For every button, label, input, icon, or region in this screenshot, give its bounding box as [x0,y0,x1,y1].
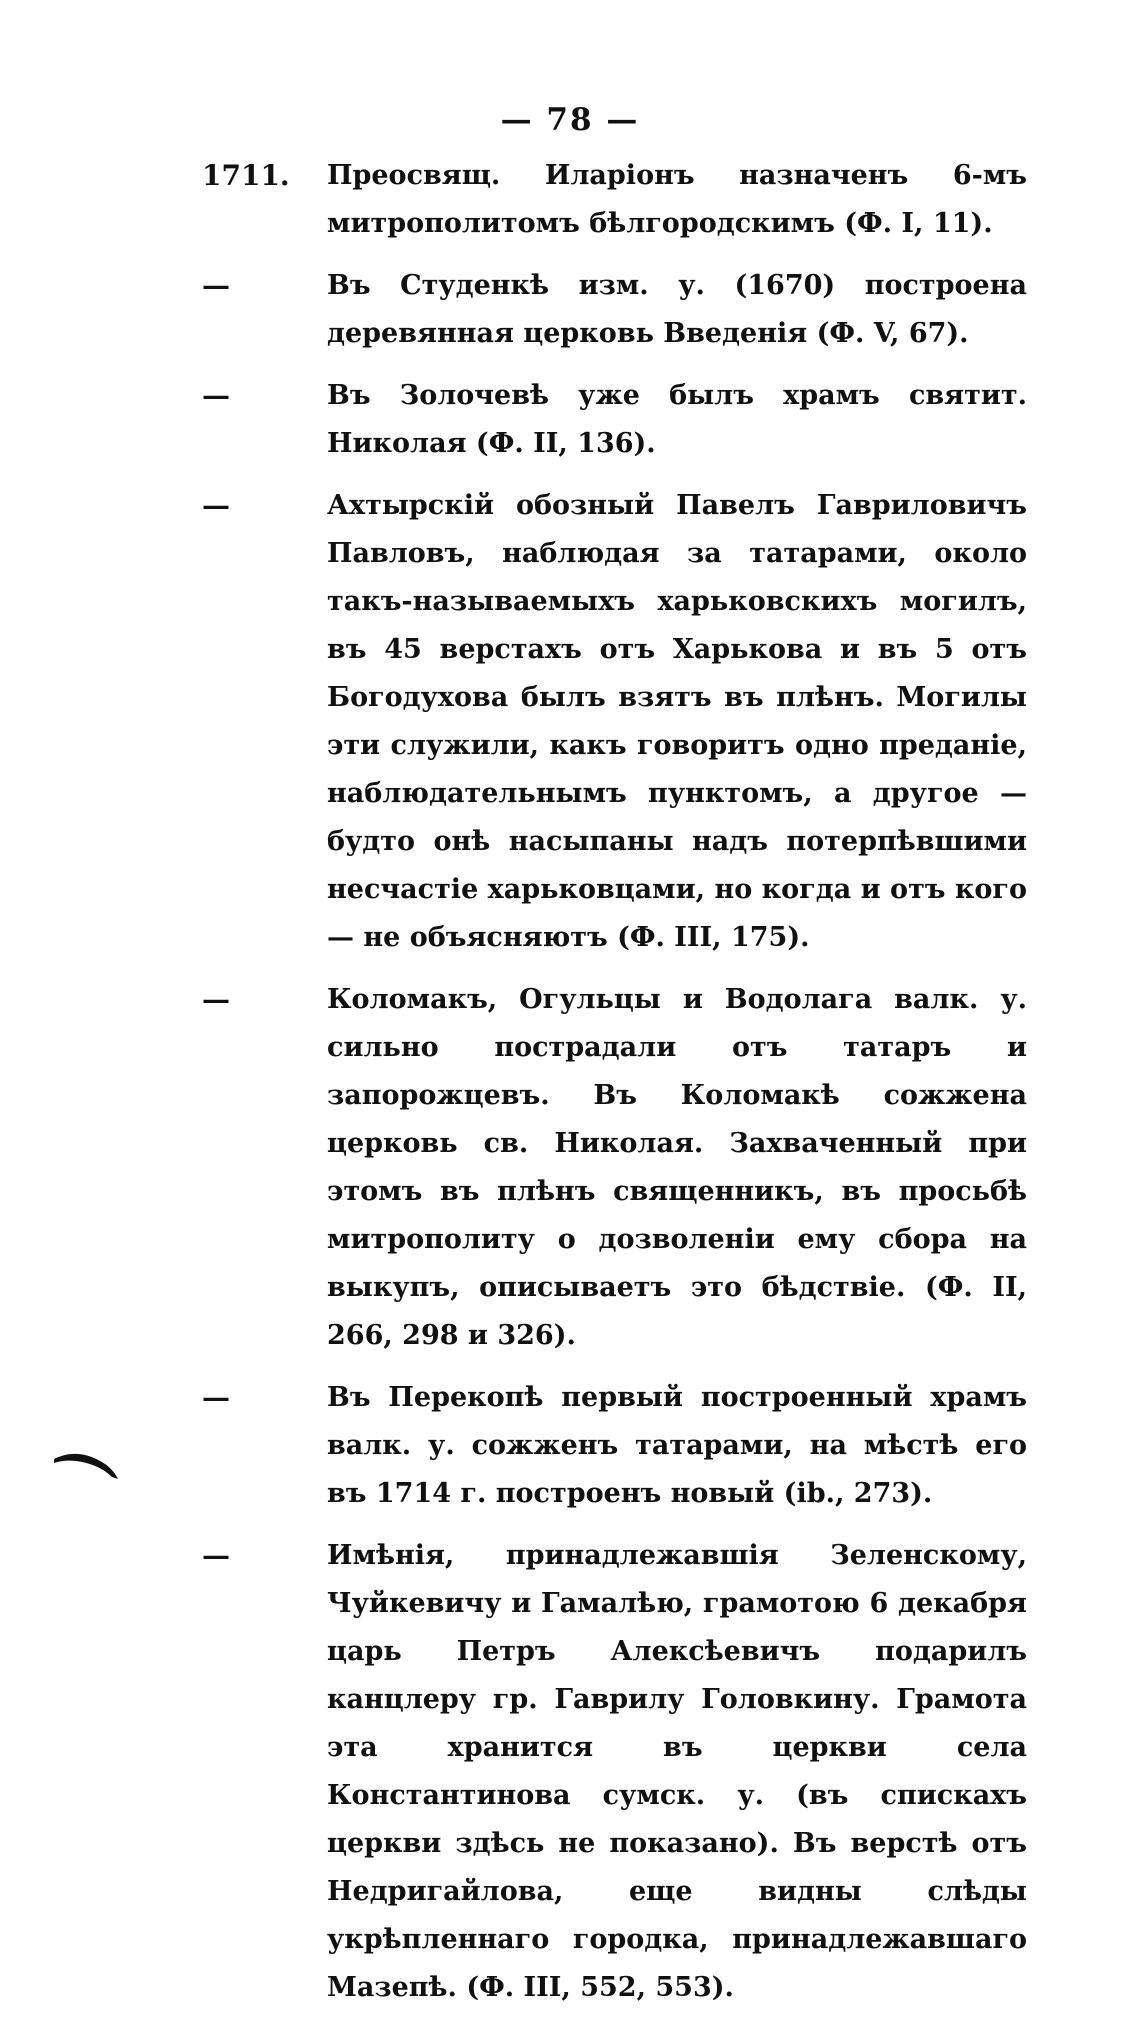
entry-dash: — [202,379,230,412]
chronicle-entry [0,1532,1140,2012]
entry-text: Въ Золочевѣ уже былъ храмъ святит. Николая (Ф. II, 136). [327,380,1027,459]
entry-text: Ахтырскій обозный Павелъ Гавриловичъ Павловъ, наблюдая за татарами, около такъ-называемыхъ харьковскихъ могилъ, въ 45 верстахъ отъ Харькова и въ 5 отъ Богодухова былъ взятъ въ плѣнъ. Могилы эти служили, какъ говоритъ одно преданіе, наблюдательнымъ пунктомъ, а другое — будто онѣ насыпаны надъ потерпѣвшими несчастіе харьковцами, но когда и отъ кого — не объясняютъ (Ф. III, 175). [327,490,1027,953]
entry-dash: — [202,269,230,302]
chronicle-entry [0,976,1140,1360]
entry-text: Преосвящ. Иларіонъ назначенъ 6-мъ митрополитомъ бѣлгородскимъ (Ф. I, 11). [327,160,1027,239]
chronicle-entry [0,152,1140,248]
entry-dash: — [202,489,230,522]
entry-text: Имѣнія, принадлежавшія Зеленскому, Чуйкевичу и Гамалѣю, грамотою 6 декабря царь Петръ Алексѣевичъ подарилъ канцлеру гр. Гаврилу Головкину. Грамота эта хранится въ церкви села Константинова сумск. у. (въ спискахъ церкви здѣсь не показано). Въ верстѣ отъ Недригайлова, еще видны слѣды укрѣпленнаго городка, принадлежавшаго Мазепѣ. (Ф. III, 552, 553). [327,1540,1027,2003]
ink-stroke-mark [52,1443,122,1483]
entry-dash: — [202,1539,230,1572]
entry-dash: — [202,1381,230,1414]
entry-year: 1711. [202,159,290,192]
entry-text: Въ Студенкѣ изм. у. (1670) построена деревянная церковь Введенія (Ф. V, 67). [327,270,1027,349]
chronicle-entry [0,262,1140,358]
entry-dash: — [202,983,230,1016]
page-number: — 78 — [500,102,640,138]
chronicle-entry [0,1374,1140,1518]
entry-text: Въ Перекопѣ первый построенный храмъ валк. у. сожженъ татарами, на мѣстѣ его въ 1714 г. построенъ новый (ib., 273). [327,1382,1027,1509]
entry-text: Коломакъ, Огульцы и Водолага валк. у. сильно пострадали отъ татаръ и запорожцевъ. Въ Коломакѣ сожжена церковь св. Николая. Захваченный при этомъ въ плѣнъ священникъ, въ просьбѣ митрополиту о дозволеніи ему сбора на выкупъ, описываетъ это бѣдствіе. (Ф. II, 266, 298 и 326). [327,984,1027,1351]
chronicle-entry [0,482,1140,962]
chronicle-entry [0,372,1140,468]
chronicle-entries [0,152,1140,2026]
